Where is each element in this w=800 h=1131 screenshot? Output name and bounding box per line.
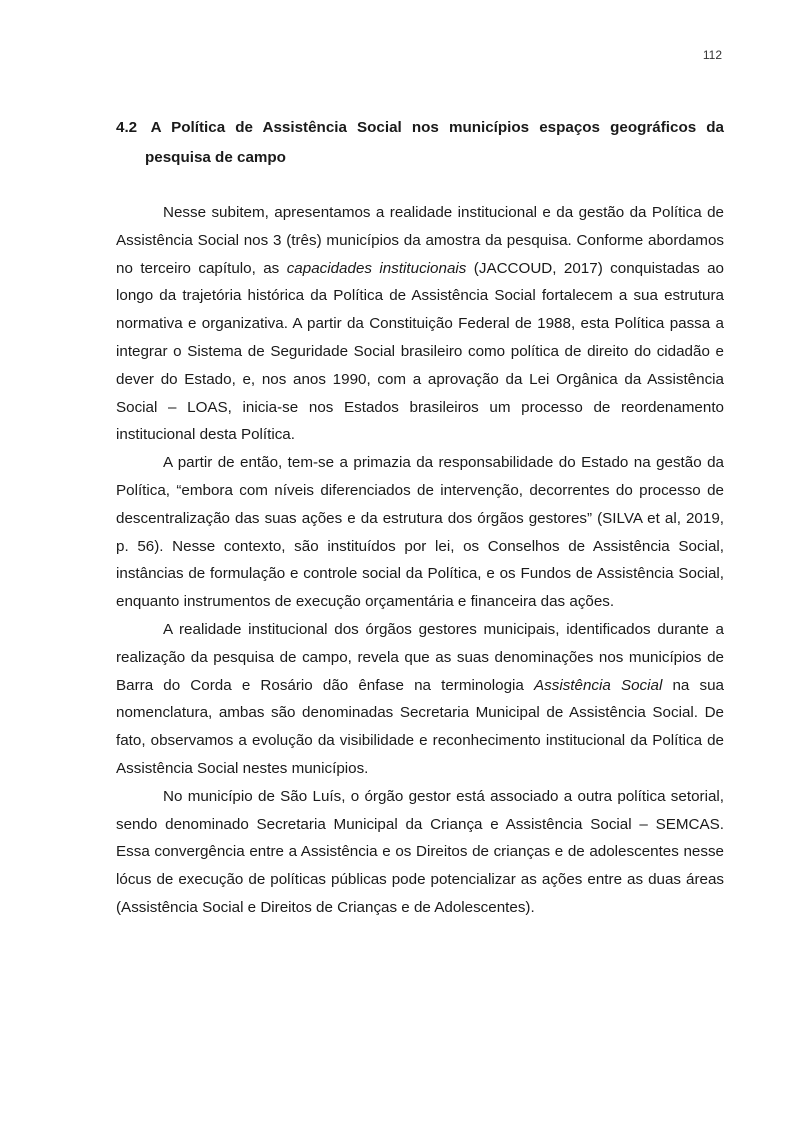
paragraph-3-text-start: A realidade institucional dos órgãos gestores municipais, identificados durante a realização da pesquisa de campo, revela que as suas denominações nos municípios de Barra do Corda e Rosário dão ênfase na terminologia bbox=[116, 620, 724, 694]
paragraph-3 bbox=[116, 616, 724, 783]
section-heading bbox=[116, 113, 724, 173]
paragraph-1-text-start: Nesse subitem, apresentamos a realidade institucional e da gestão da Política de Assistência Social nos 3 (três) municípios da amostra da pesquisa. Conforme abordamos no terceiro capítulo, as bbox=[116, 204, 724, 277]
paragraph-1 bbox=[116, 199, 724, 449]
paragraph-1-text-end: (JACCOUD, 2017) conquistadas ao longo da trajetória histórica da Política de Assistência Social fortalecem a sua estrutura normativa e organizativa. A partir da Constituição Federal de 1988, esta Política passa a integrar o Sistema de Seguridade Social brasileiro como política de direito do cidadão e dever do Estado, e, nos anos 1990, com a aprovação da Lei Orgânica da Assistência Social – LOAS, inicia-se nos Estados brasileiros um processo de reordenamento institucional desta Política. bbox=[116, 259, 725, 444]
page-number: 112 bbox=[702, 48, 722, 62]
paragraph-1-emphasis: capacidades institucionais bbox=[286, 259, 467, 277]
section-title: A Política de Assistência Social nos municípios espaços geográficos da pesquisa de campo bbox=[145, 119, 724, 166]
paragraph-3-emphasis: Assistência Social bbox=[534, 676, 663, 694]
page-content bbox=[116, 113, 724, 922]
section-number: 4.2 bbox=[116, 119, 138, 136]
paragraph-3-text-end: na sua nomenclatura, ambas são denominadas Secretaria Municipal de Assistência Social. De fato, observamos a evolução da visibilidade e reconhecimento institucional da Política de Assistência Social nestes municípios. bbox=[116, 676, 725, 777]
paragraph-4: No município de São Luís, o órgão gestor está associado a outra política setorial, sendo denominado Secretaria Municipal da Criança e Assistência Social – SEMCAS. Essa convergência entre a Assistência e os Direitos de crianças e de adolescentes nesse lócus de execução de políticas públicas pode potencializar as ações entre as duas áreas (Assistência Social e Direitos de Crianças e de Adolescentes). bbox=[116, 787, 724, 916]
paragraph-2: A partir de então, tem-se a primazia da responsabilidade do Estado na gestão da Política, “embora com níveis diferenciados de intervenção, decorrentes do processo de descentralização das suas ações e da estrutura dos órgãos gestores” (SILVA et al, 2019, p. 56). Nesse contexto, são instituídos por lei, os Conselhos de Assistência Social, instâncias de formulação e controle social da Política, e os Fundos de Assistência Social, enquanto instrumentos de execução orçamentária e financeira das ações. bbox=[116, 454, 724, 611]
